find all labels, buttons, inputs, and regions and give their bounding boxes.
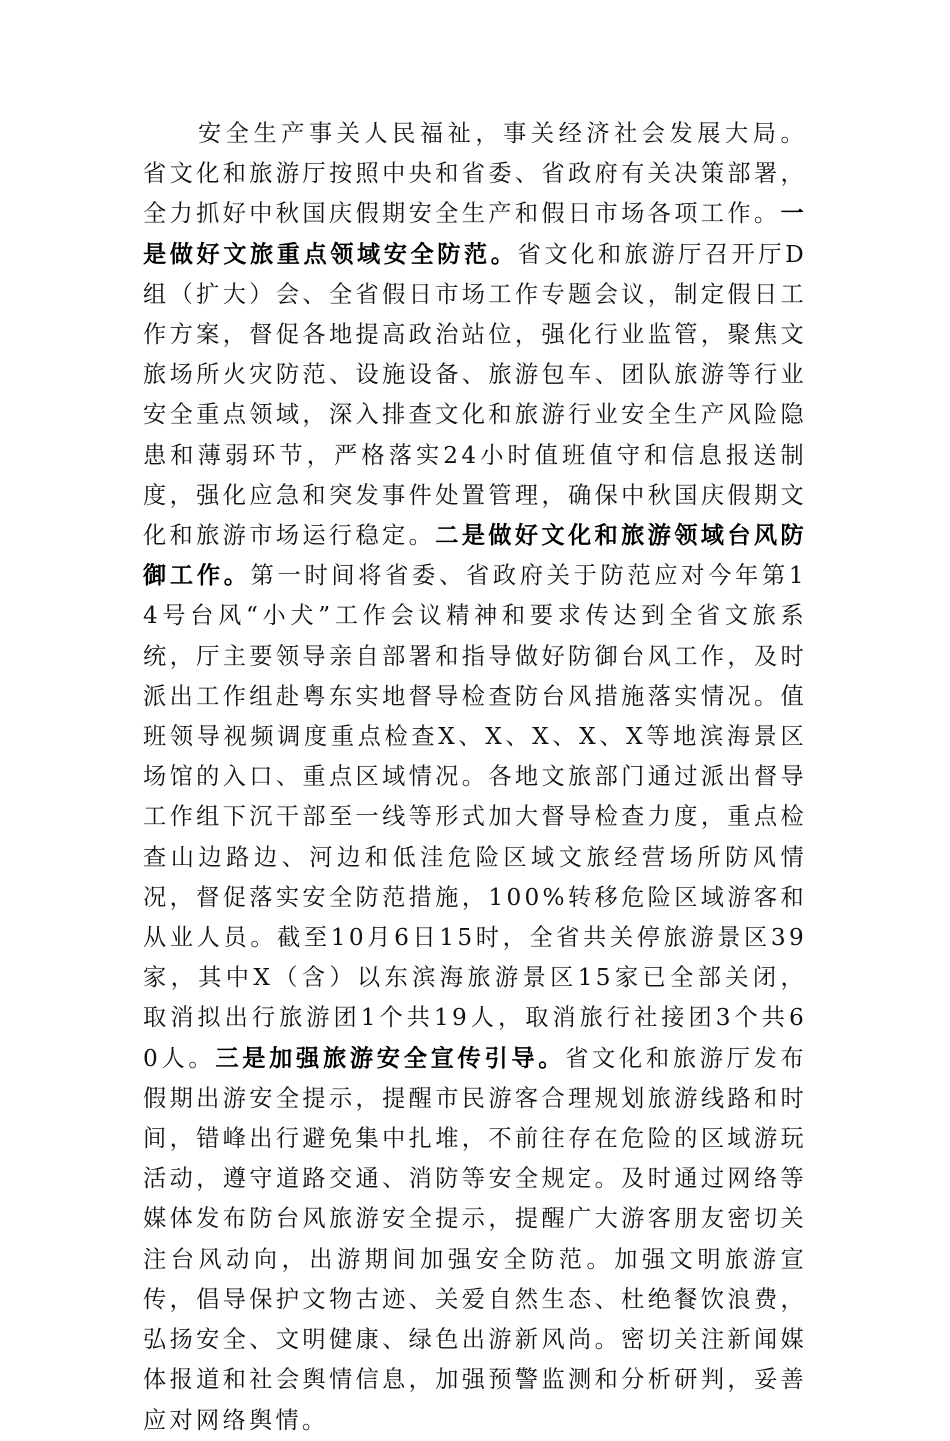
intro-text: 安全生产事关人民福祉，事关经济社会发展大局。省文化和旅游厅按照中央和省委、省政府有关决策部署，全力抓好中秋国庆假期安全生产和假日市场各项工作。 xyxy=(143,120,807,228)
point-1-text: 省文化和旅游厅召开厅D组（扩大）会、全省假日市场工作专题会议，制定假日工作方案，督促各地提高政治站位，强化行业监管，聚焦文旅场所火灾防范、设施设备、旅游包车、团队旅游等行业安全重点领域，深入排查文化和旅游行业安全生产风险隐患和薄弱环节，严格落实24小时值班值守和信息报送制度，强化应急和突发事件处置管理，确保中秋国庆假期文化和旅游市场运行稳定。 xyxy=(143,240,807,550)
point-3-text: 省文化和旅游厅发布假期出游安全提示，提醒市民游客合理规划旅游线路和时间，错峰出行避免集中扎堆，不前往存在危险的区域游玩活动，遵守道路交通、消防等安全规定。及时通过网络等媒体发布防台风旅游安全提示，提醒广大游客朋友密切关注台风动向，出游期间加强安全防范。加强文明旅游宣传，倡导保护文物古迹、关爱自然生态、杜绝餐饮浪费，弘扬安全、文明健康、绿色出游新风尚。密切关注新闻媒体报道和社会舆情信息，加强预警监测和分析研判，妥善应对网络舆情。 xyxy=(143,1044,808,1434)
heading-point-1: 一是做好文旅重点领域安全防范。 xyxy=(143,200,807,268)
heading-point-2: 二是做好文化和旅游领域台风防御工作。 xyxy=(143,522,807,590)
body-paragraph xyxy=(143,114,807,1441)
heading-point-3: 三是加强旅游安全宣传引导。 xyxy=(215,1044,566,1072)
point-2-text: 第一时间将省委、省政府关于防范应对今年第14号台风“小犬”工作会议精神和要求传达到全省文旅系统，厅主要领导亲自部署和指导做好防御台风工作，及时派出工作组赴粤东实地督导检查防台风措施落实情况。值班领导视频调度重点检查X、X、X、X、X等地滨海景区场馆的入口、重点区域情况。各地文旅部门通过派出督导工作组下沉干部至一线等形式加大督导检查力度，重点检查山边路边、河边和低洼危险区域文旅经营场所防风情况，督促落实安全防范措施，100%转移危险区域游客和从业人员。截至10月6日15时，全省共关停旅游景区39家，其中X（含）以东滨海旅游景区15家已全部关闭，取消拟出行旅游团1个共19人，取消旅行社接团3个共60人。 xyxy=(143,562,807,1072)
